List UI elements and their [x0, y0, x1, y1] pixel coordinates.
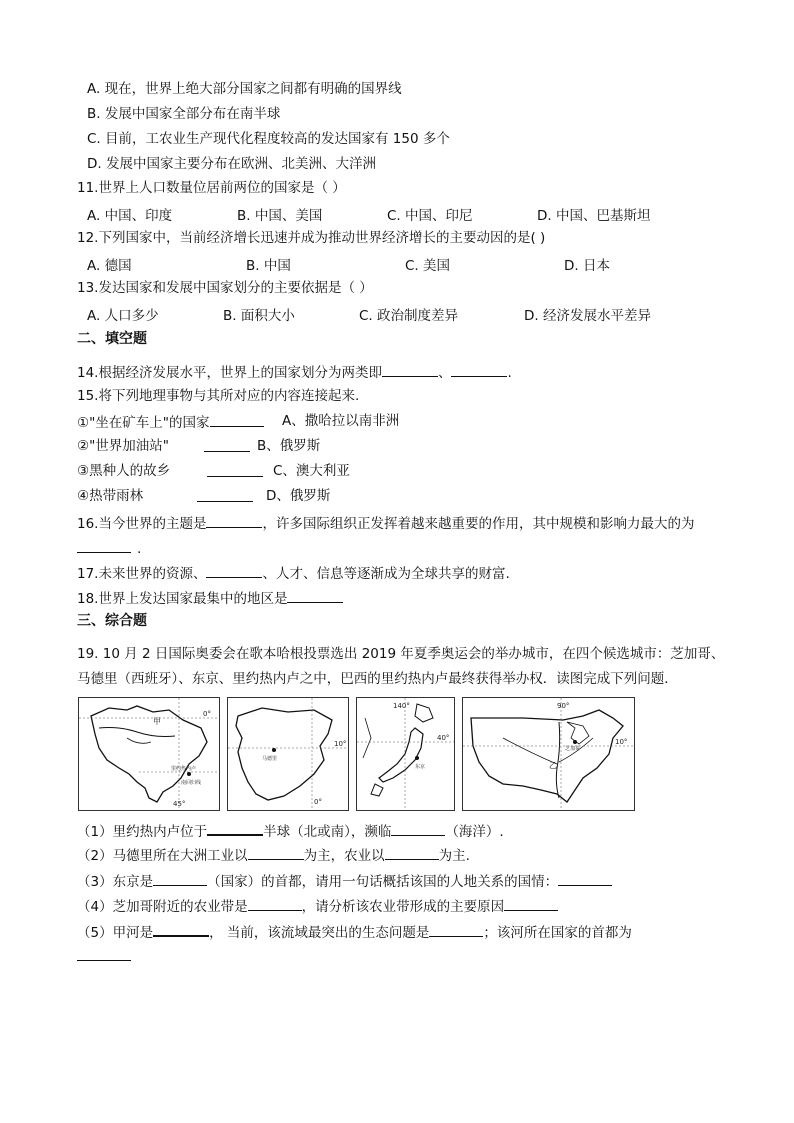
q19-sub-5-line-2 — [77, 946, 131, 966]
amazon-river — [99, 728, 175, 737]
map-usa — [462, 697, 635, 811]
q15-row-4-right: D、俄罗斯 — [266, 488, 331, 504]
q19-stem-line-1: 19. 10 月 2 日国际奥委会在歌本哈根投票选出 2019 年夏季奥运会的举办城市，在四个候选城市：芝加哥、 — [77, 646, 725, 662]
q19-sub-2-pre: （2）马德里所在大洲工业以 — [77, 848, 248, 864]
q12-option-c: C. 美国 — [405, 258, 451, 274]
spain-outline — [236, 708, 332, 800]
label-rio: 里约热内卢 — [171, 766, 197, 772]
mainland-coast — [363, 718, 371, 758]
q17-text-post: 、人才、信息等逐渐成为全球共享的财富. — [262, 566, 510, 582]
q12-option-a: A. 德国 — [87, 258, 132, 274]
chicago-marker — [573, 740, 577, 744]
q11-option-d: D. 中国、巴基斯坦 — [537, 208, 651, 224]
q19-sub-1-post: （海洋）. — [445, 824, 504, 840]
q10-option-a: A. 现在，世界上绝大部分国家之间都有明确的国界线 — [87, 81, 402, 97]
q19-sub-5-blank-2[interactable] — [429, 922, 483, 937]
q15-row-1-right: A、撒哈拉以南非洲 — [282, 413, 400, 429]
map-spain-drawing — [228, 698, 348, 810]
q15-row-4-left: ④热带雨林 — [77, 488, 144, 504]
deg-usa-top: 90° — [557, 702, 570, 710]
q16-text-post: ，许多国际组织正发挥着越来越重要的作用，其中规模和影响力最大的为 — [262, 516, 695, 532]
label-jia: 甲 — [153, 717, 161, 726]
q19-sub-3-pre: （3）东京是 — [77, 874, 154, 890]
label-tokyo: 东京 — [415, 764, 426, 770]
q15-row-3-right: C、澳大利亚 — [273, 463, 350, 479]
q17-text-pre: 17.未来世界的资源、 — [77, 566, 207, 582]
q12-option-d: D. 日本 — [564, 258, 610, 274]
q19-sub-5 — [77, 921, 632, 942]
map-brazil-drawing — [79, 698, 219, 810]
madrid-marker — [272, 748, 276, 752]
q19-sub-1 — [77, 820, 504, 841]
honshu — [379, 728, 426, 782]
map-japan — [356, 697, 455, 811]
kyushu — [371, 784, 383, 796]
brazil-outline — [91, 706, 207, 802]
q14-sep: 、 — [437, 365, 452, 381]
tributary — [127, 738, 151, 743]
q19-sub-4-mid: ，请分析该农业带形成的主要原因 — [301, 899, 505, 915]
q13-option-a: A. 人口多少 — [87, 308, 159, 324]
q15-row-2 — [77, 437, 321, 455]
q19-sub-2 — [77, 845, 470, 865]
deg-meridian: 45° — [173, 800, 186, 808]
q16-line-1 — [77, 513, 694, 533]
q15-row-3-left: ③黑种人的故乡 — [77, 463, 171, 479]
q19-sub-1-pre: （1）里约热内卢位于 — [77, 824, 208, 840]
label-chicago: 芝加哥 — [565, 746, 581, 752]
q18 — [77, 588, 343, 608]
q15-row-1-left: ①"坐在矿车上"的国家 — [77, 415, 210, 431]
q14-blank-2[interactable] — [451, 362, 507, 377]
q19-sub-1-blank-1[interactable] — [207, 820, 263, 836]
deg-spain-right: 10° — [334, 740, 347, 748]
q14 — [77, 362, 512, 382]
great-lakes — [567, 722, 589, 744]
q19-sub-1-blank-2[interactable] — [391, 821, 445, 836]
q15-row-1 — [77, 412, 400, 432]
q14-end: . — [507, 365, 512, 381]
q17 — [77, 563, 510, 583]
q10-option-d: D. 发展中国家主要分布在欧洲、北美洲、大洋洲 — [87, 156, 376, 172]
q15-blank-2[interactable] — [204, 437, 250, 452]
q16-blank-1[interactable] — [206, 513, 262, 528]
q19-sub-3-blank-1[interactable] — [153, 871, 207, 886]
deg-usa-right: 10° — [615, 738, 628, 746]
q19-sub-5-pre: （5）甲河是 — [77, 925, 154, 941]
q17-blank[interactable] — [206, 563, 262, 578]
deg-spain-bottom: 0° — [314, 798, 322, 806]
q19-sub-3-blank-2[interactable] — [558, 871, 612, 886]
q19-sub-2-blank-1[interactable] — [248, 845, 304, 860]
q19-map-figure — [78, 697, 638, 811]
map-usa-drawing — [463, 698, 634, 810]
q15-row-3 — [77, 462, 350, 480]
q13-option-c: C. 政治制度差异 — [359, 308, 459, 324]
q16-line-2 — [77, 538, 141, 558]
q16-end: . — [137, 541, 142, 557]
q18-text: 18.世界上发达国家最集中的地区是 — [77, 591, 288, 607]
usa-outline — [471, 710, 623, 802]
map-japan-drawing — [357, 698, 454, 810]
q15-row-2-left: ②"世界加油站" — [77, 438, 170, 454]
q15-stem: 15.将下列地理事物与其所对应的内容连接起来. — [77, 388, 360, 404]
deg-japan-mid: 40° — [437, 734, 450, 742]
q19-sub-4 — [77, 896, 558, 916]
q12-option-b: B. 中国 — [246, 258, 291, 274]
q19-sub-4-blank-1[interactable] — [248, 896, 302, 911]
q19-sub-4-pre: （4）芝加哥附近的农业带是 — [77, 899, 248, 915]
q16-blank-2[interactable] — [77, 538, 131, 553]
q13-option-b: B. 面积大小 — [223, 308, 295, 324]
q15-blank-1[interactable] — [210, 412, 264, 427]
q10-option-b: B. 发展中国家全部分布在南半球 — [87, 106, 281, 122]
rio-marker — [187, 772, 191, 776]
mississippi-river — [556, 722, 559, 798]
q19-sub-2-blank-2[interactable] — [385, 845, 439, 860]
q19-sub-3-mid: （国家）的首都，请用一句话概括该国的人地关系的国情： — [207, 874, 559, 890]
q15-blank-3[interactable] — [207, 462, 263, 477]
q19-stem-line-2: 马德里（西班牙）、东京、里约热内卢之中，巴西的里约热内卢最终获得举办权．读图完成下列问题． — [77, 671, 678, 687]
q19-sub-3 — [77, 871, 612, 891]
q16-text-pre: 16.当今世界的主题是 — [77, 516, 207, 532]
label-madrid: 马德里 — [262, 756, 278, 762]
map-spain — [227, 697, 349, 811]
q13-stem: 13.发达国家和发展中国家划分的主要依据是（ ） — [77, 280, 373, 296]
q19-sub-5-blank-3[interactable] — [77, 946, 131, 961]
q19-sub-2-post: 为主. — [438, 848, 470, 864]
deg-equator: 0° — [203, 710, 211, 718]
q19-sub-5-post: ；该河所在国家的首都为 — [483, 925, 632, 941]
q15-row-2-right: B、俄罗斯 — [257, 438, 321, 454]
q19-sub-5-blank-1[interactable] — [153, 921, 209, 937]
q11-option-a: A. 中国、印度 — [87, 208, 173, 224]
label-yi: 乙 — [549, 761, 557, 770]
q19-sub-4-blank-2[interactable] — [504, 896, 558, 911]
q19-sub-1-mid: 半球（北或南），濒临 — [263, 824, 392, 840]
q11-stem: 11.世界上人口数量位居前两位的国家是（ ） — [77, 180, 346, 196]
map-brazil — [78, 697, 220, 811]
q14-text: 14.根据经济发展水平，世界上的国家划分为两类即 — [77, 365, 382, 381]
hokkaido — [415, 704, 433, 722]
q15-blank-4[interactable] — [197, 487, 253, 502]
q11-option-c: C. 中国、印尼 — [387, 208, 473, 224]
deg-japan-top: 140° — [393, 702, 410, 710]
q19-sub-2-mid: 为主，农业以 — [303, 848, 385, 864]
q13-option-d: D. 经济发展水平差异 — [524, 308, 651, 324]
section-3-title: 三、综合题 — [77, 613, 147, 629]
q19-sub-5-mid: ， 当前，该流域最突出的生态问题是 — [209, 925, 430, 941]
q18-blank[interactable] — [287, 588, 343, 603]
label-tropic: 南回归线 — [181, 780, 202, 786]
q11-option-b: B. 中国、美国 — [237, 208, 323, 224]
q10-option-c: C. 目前，工农业生产现代化程度较高的发达国家有 150 多个 — [87, 131, 450, 147]
section-2-title: 二、填空题 — [77, 331, 147, 347]
q15-row-4 — [77, 487, 331, 505]
q12-stem: 12.下列国家中，当前经济增长迅速并成为推动世界经济增长的主要动因的是( ) — [77, 230, 546, 246]
tokyo-marker — [415, 756, 419, 760]
q14-blank-1[interactable] — [382, 362, 438, 377]
